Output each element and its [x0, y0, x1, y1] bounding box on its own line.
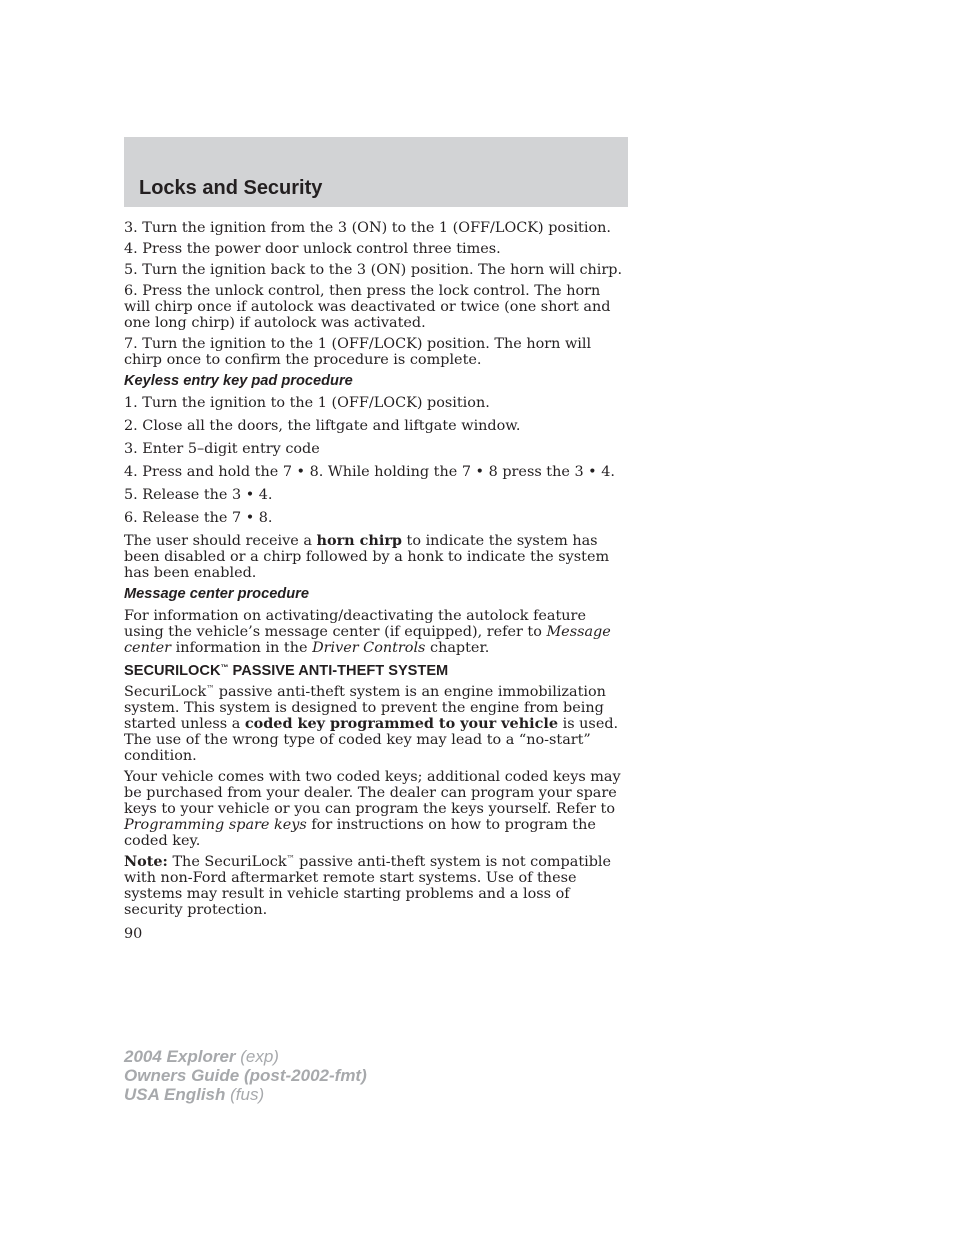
note-label: Note: [124, 853, 168, 870]
trademark-symbol: ™ [220, 663, 229, 672]
coded-keys-paragraph: Your vehicle comes with two coded keys; additional coded keys may be purchased from your dealer. The dealer can program your spare keys to your vehicle or you can program the keys yourself. Refer to Programming spare keys for instructions on how to program the coded key. [124, 769, 621, 849]
step-paragraph: 7. Turn the ignition to the 1 (OFF/LOCK) position. The horn will chirp once to confirm the procedure is complete. [124, 336, 592, 368]
keypad-step: 5. Release the 3 • 4. [124, 487, 273, 503]
programming-spare-keys-reference: Programming spare keys [124, 817, 307, 833]
message-center-reference: Message center [124, 624, 611, 656]
securilock-heading: SECURILOCK™ PASSIVE ANTI-THEFT SYSTEM [124, 663, 449, 679]
keypad-step: 3. Enter 5–digit entry code [124, 441, 320, 457]
keypad-step: 4. Press and hold the 7 • 8. While holding the 7 • 8 press the 3 • 4. [124, 464, 615, 480]
step-paragraph: 5. Turn the ignition back to the 3 (ON) position. The horn will chirp. [124, 262, 623, 278]
section-header-band [124, 137, 628, 207]
horn-chirp-emphasis: horn chirp [316, 532, 402, 549]
footer-line-model: 2004 Explorer (exp) [124, 1047, 279, 1066]
section-title: Locks and Security [139, 177, 323, 199]
driver-controls-reference: Driver Controls [312, 640, 426, 656]
keypad-result-paragraph: The user should receive a horn chirp to indicate the system has been disabled or a chirp followed by a honk to indicate the system has been enabled. [124, 532, 610, 581]
keypad-step: 6. Release the 7 • 8. [124, 510, 273, 526]
step-paragraph: 3. Turn the ignition from the 3 (ON) to the 1 (OFF/LOCK) position. [124, 220, 611, 236]
keypad-procedure-heading: Keyless entry key pad procedure [124, 373, 353, 389]
step-paragraph: 4. Press the power door unlock control three times. [124, 241, 501, 257]
footer-line-guide: Owners Guide (post-2002-fmt) [124, 1066, 367, 1085]
document-footer [124, 1047, 367, 1104]
keypad-step: 1. Turn the ignition to the 1 (OFF/LOCK) position. [124, 395, 490, 411]
message-center-paragraph: For information on activating/deactivating the autolock feature using the vehicle’s message center (if equipped), refer to Message center information in the Driver Controls chapter. [124, 608, 611, 656]
footer-line-language: USA English (fus) [124, 1085, 265, 1104]
page-content [124, 220, 628, 923]
message-center-heading: Message center procedure [124, 586, 309, 602]
page-number: 90 [124, 926, 143, 942]
note-paragraph: Note: The SecuriLock™ passive anti-theft system is not compatible with non-Ford aftermarket remote start systems. Use of these systems may result in vehicle starting problems and a loss of security protection. [124, 853, 612, 918]
step-paragraph: 6. Press the unlock control, then press the lock control. The horn will chirp once if autolock was deactivated or twice (one short and one long chirp) if autolock was activated. [124, 283, 611, 331]
securilock-description-paragraph: SecuriLock™ passive anti-theft system is an engine immobilization system. This system is designed to prevent the engine from being started unless a coded key programmed to your vehicle is used. The use of the wrong type of coded key may lead to a “no-start” condition. [124, 684, 619, 764]
keypad-step: 2. Close all the doors, the liftgate and liftgate window. [124, 418, 521, 434]
trademark-symbol: ™ [206, 684, 215, 693]
coded-key-emphasis: coded key programmed to your vehicle [244, 715, 559, 732]
trademark-symbol: ™ [286, 854, 295, 863]
